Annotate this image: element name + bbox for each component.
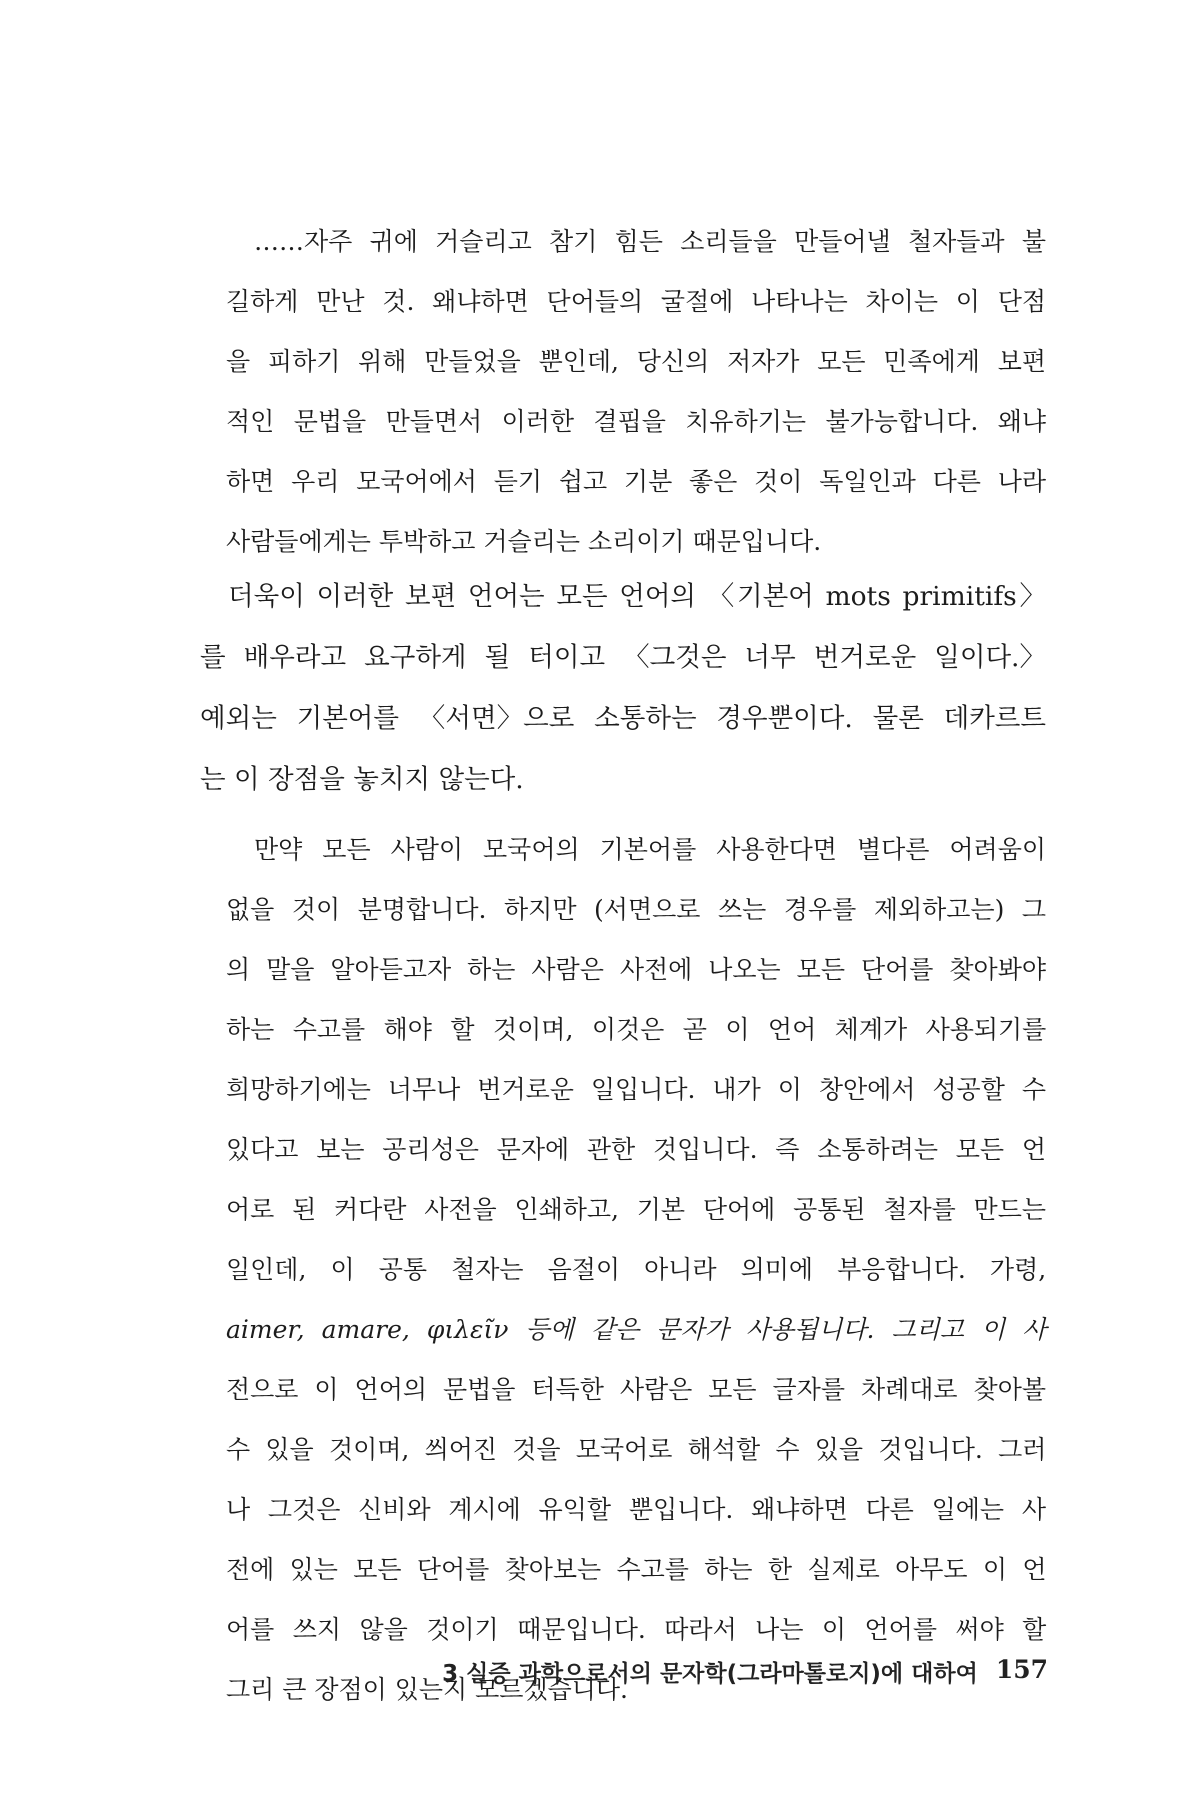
chapter-title: 3 실증 과학으로서의 문자학(그라마톨로지)에 대하여 <box>442 1661 978 1687</box>
quote-line: 나 그것은 신비와 계시에 유익할 뿐입니다. 왜냐하면 다른 일에는 사 <box>226 1495 1046 1524</box>
quote-line: 있다고 보는 공리성은 문자에 관한 것입니다. 즉 소통하려는 모든 언 <box>226 1135 1046 1164</box>
quote-line: 하는 수고를 해야 할 것이며, 이것은 곧 이 언어 체계가 사용되기를 <box>226 1015 1047 1044</box>
body-line: 더욱이 이러한 보편 언어는 모든 언어의 〈기본어 mots primitifs〉 <box>228 581 1046 612</box>
block-quote-descartes-2 <box>226 820 1046 1720</box>
quote-line: 없을 것이 분명합니다. 하지만 (서면으로 쓰는 경우를 제외하고는) 그 <box>226 895 1047 924</box>
quote-line: 그리 큰 장점이 있는지 모르겠습니다. <box>226 1675 628 1704</box>
body-line: 예외는 기본어를 〈서면〉으로 소통하는 경우뿐이다. 물론 데카르트 <box>200 703 1046 734</box>
quote-line: 수 있을 것이며, 씌어진 것을 모국어로 해석할 수 있을 것입니다. 그러 <box>226 1435 1047 1464</box>
quote-line: 의 말을 알아듣고자 하는 사람은 사전에 나오는 모든 단어를 찾아봐야 <box>226 955 1046 984</box>
quote-line: 전에 있는 모든 단어를 찾아보는 수고를 하는 한 실제로 아무도 이 언 <box>226 1555 1047 1584</box>
quote-line: 적인 문법을 만들면서 이러한 결핍을 치유하기는 불가능합니다. 왜냐 <box>226 407 1046 436</box>
quote-line: 일인데, 이 공통 철자는 음절이 아니라 의미에 부응합니다. 가령, <box>226 1255 1047 1284</box>
quote-line: 하면 우리 모국어에서 듣기 쉽고 기분 좋은 것이 독일인과 다른 나라 <box>226 467 1046 496</box>
body-line: 는 이 장점을 놓치지 않는다. <box>200 764 524 795</box>
page-number: 157 <box>995 1655 1048 1684</box>
running-footer <box>392 1655 1048 1688</box>
quote-line: 희망하기에는 너무나 번거로운 일입니다. 내가 이 창안에서 성공할 수 <box>226 1075 1046 1104</box>
block-quote-descartes-1 <box>226 212 1046 572</box>
quote-line: aimer, amare, φιλεῖν 등에 같은 문자가 사용됩니다. 그리고 이 사 <box>226 1315 1047 1344</box>
quote-line: 사람들에게는 투박하고 거슬리는 소리이기 때문입니다. <box>226 527 822 556</box>
quote-line: 을 피하기 위해 만들었을 뿐인데, 당신의 저자가 모든 민족에게 보편 <box>226 347 1046 376</box>
quote-line: 전으로 이 언어의 문법을 터득한 사람은 모든 글자를 차례대로 찾아볼 <box>226 1375 1046 1404</box>
body-paragraph <box>200 566 1046 810</box>
quote-line: 만약 모든 사람이 모국어의 기본어를 사용한다면 별다른 어려움이 <box>254 835 1046 864</box>
body-line: 를 배우라고 요구하게 될 터이고 〈그것은 너무 번거로운 일이다.〉 <box>200 642 1046 673</box>
quote-line: 어를 쓰지 않을 것이기 때문입니다. 따라서 나는 이 언어를 써야 할 <box>226 1615 1047 1644</box>
quote-line: 길하게 만난 것. 왜냐하면 단어들의 굴절에 나타나는 차이는 이 단점 <box>226 287 1046 316</box>
quote-line: 어로 된 커다란 사전을 인쇄하고, 기본 단어에 공통된 철자를 만드는 <box>226 1195 1046 1224</box>
quote-line: ……자주 귀에 거슬리고 참기 힘든 소리들을 만들어낼 철자들과 불 <box>254 227 1046 256</box>
